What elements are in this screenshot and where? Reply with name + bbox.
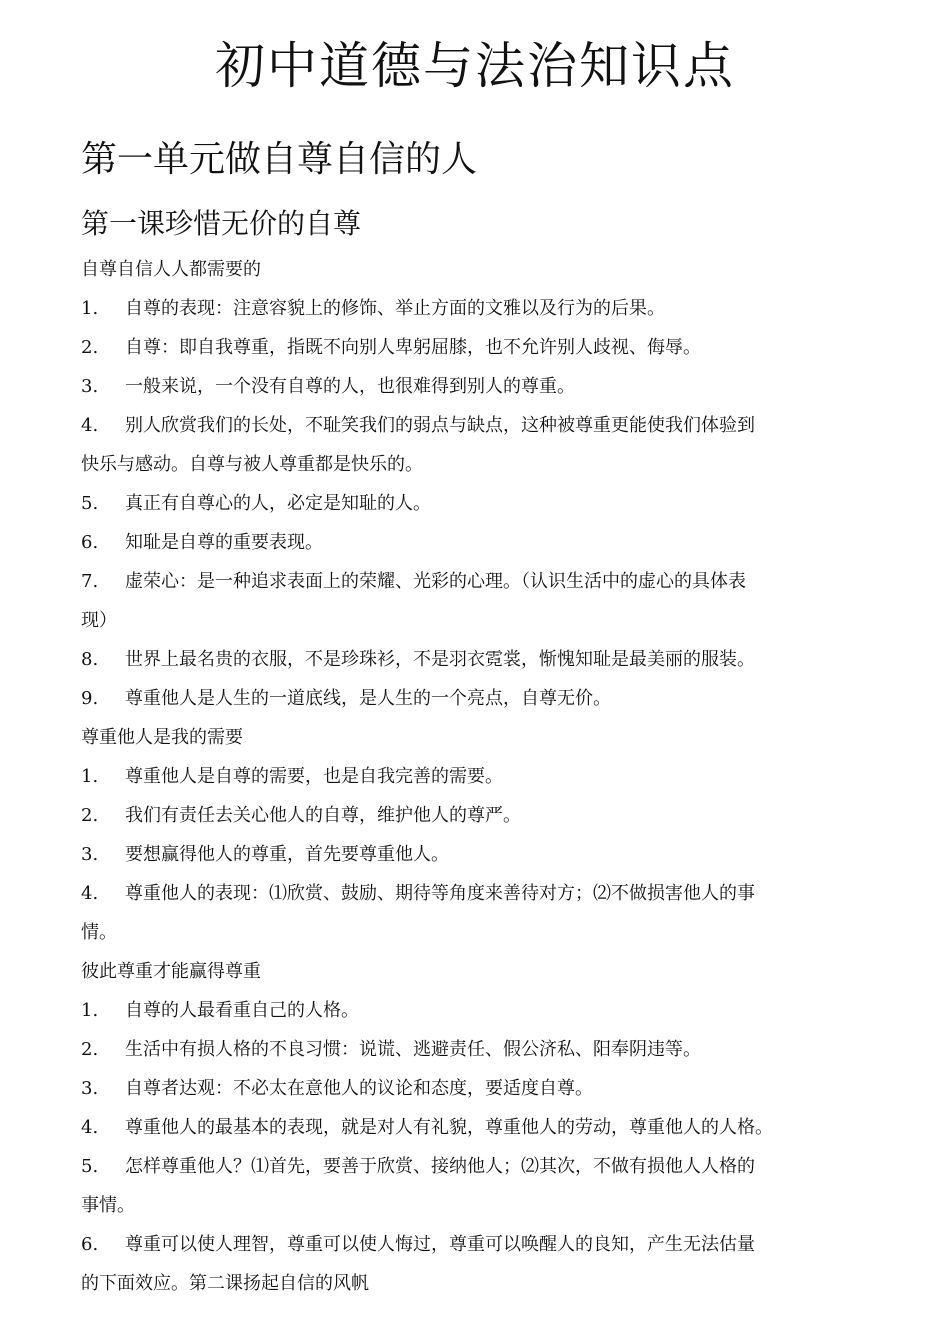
- list-item-number: 4.: [81, 415, 99, 436]
- list-item-number: 1.: [81, 1000, 99, 1021]
- list-item-text: 世界上最名贵的衣服，不是珍珠衫，不是羽衣霓裳，惭愧知耻是最美丽的服装。: [125, 649, 755, 670]
- list-item-line: [81, 328, 871, 367]
- list-item-text: 的下面效应。第二课扬起自信的风帆: [81, 1273, 369, 1294]
- list-item-text: 尊重他人是自尊的需要，也是自我完善的需要。: [125, 766, 503, 787]
- list-item-text: 情。: [81, 922, 117, 943]
- document-title: 初中道德与法治知识点: [215, 37, 735, 95]
- list-item-line: [81, 1147, 871, 1186]
- lesson-heading: 第一课珍惜无价的自尊: [81, 207, 362, 240]
- list-item-line: [81, 1030, 871, 1069]
- list-item-text: 现）: [81, 610, 117, 631]
- list-item-line: [81, 874, 871, 913]
- list-item-number: 2.: [81, 1039, 99, 1060]
- list-item-line: [81, 484, 871, 523]
- list-item-number: 3.: [81, 1078, 99, 1099]
- list-item-number: 1.: [81, 298, 99, 319]
- list-item-text: 虚荣心：是一种追求表面上的荣耀、光彩的心理。（认识生活中的虚心的具体表: [125, 571, 746, 592]
- list-item-text: 快乐与感动。自尊与被人尊重都是快乐的。: [81, 454, 423, 475]
- list-item-number: 8.: [81, 649, 99, 670]
- list-item-line: [81, 991, 871, 1030]
- list-item-line: [81, 913, 871, 952]
- list-item-text: 事情。: [81, 1195, 135, 1216]
- list-item-text: 自尊：即自我尊重，指既不向别人卑躬屈膝，也不允许别人歧视、侮辱。: [125, 337, 701, 358]
- list-item-line: [81, 523, 871, 562]
- list-item-line: [81, 1069, 871, 1108]
- content-body: [81, 250, 871, 1303]
- list-item-line: [81, 1225, 871, 1264]
- list-item-number: 3.: [81, 376, 99, 397]
- list-item-text: 生活中有损人格的不良习惯：说谎、逃避责任、假公济私、阳奉阴违等。: [125, 1039, 701, 1060]
- list-item-text: 知耻是自尊的重要表现。: [125, 532, 323, 553]
- list-item-text: 尊重他人的最基本的表现，就是对人有礼貌，尊重他人的劳动，尊重他人的人格。: [125, 1117, 773, 1138]
- list-item-line: [81, 406, 871, 445]
- list-item-number: 1.: [81, 766, 99, 787]
- list-item-text: 怎样尊重他人？⑴首先，要善于欣赏、接纳他人；⑵其次，不做有损他人人格的: [125, 1156, 755, 1177]
- section-heading: 尊重他人是我的需要: [81, 727, 243, 748]
- list-item-line: [81, 796, 871, 835]
- list-item-text: 自尊者达观：不必太在意他人的议论和态度，要适度自尊。: [125, 1078, 593, 1099]
- list-item-number: 2.: [81, 805, 99, 826]
- list-item-line: [81, 835, 871, 874]
- list-item-text: 自尊的表现：注意容貌上的修饰、举止方面的文雅以及行为的后果。: [125, 298, 665, 319]
- list-item-line: [81, 289, 871, 328]
- list-item-line: [81, 445, 871, 484]
- list-item-text: 真正有自尊心的人，必定是知耻的人。: [125, 493, 431, 514]
- list-item-line: [81, 679, 871, 718]
- list-item-line: [81, 1264, 871, 1303]
- list-item-number: 4.: [81, 1117, 99, 1138]
- list-item-text: 要想赢得他人的尊重，首先要尊重他人。: [125, 844, 449, 865]
- list-item-number: 2.: [81, 337, 99, 358]
- list-item-line: [81, 367, 871, 406]
- section-heading: 彼此尊重才能赢得尊重: [81, 961, 261, 982]
- list-item-text: 自尊的人最看重自己的人格。: [125, 1000, 359, 1021]
- list-item-number: 6.: [81, 532, 99, 553]
- unit-heading: 第一单元做自尊自信的人: [81, 139, 478, 180]
- list-item-number: 6.: [81, 1234, 99, 1255]
- list-item-number: 5.: [81, 493, 99, 514]
- section-heading: 自尊自信人人都需要的: [81, 259, 261, 280]
- list-item-number: 4.: [81, 883, 99, 904]
- list-item-line: [81, 757, 871, 796]
- list-item-line: [81, 601, 871, 640]
- list-item-text: 尊重可以使人理智，尊重可以使人悔过，尊重可以唤醒人的良知，产生无法估量: [125, 1234, 755, 1255]
- list-item-line: [81, 1108, 871, 1147]
- list-item-number: 9.: [81, 688, 99, 709]
- list-item-line: [81, 1186, 871, 1225]
- list-item-number: 3.: [81, 844, 99, 865]
- list-item-text: 一般来说，一个没有自尊的人，也很难得到别人的尊重。: [125, 376, 575, 397]
- list-item-number: 5.: [81, 1156, 99, 1177]
- list-item-text: 我们有责任去关心他人的自尊，维护他人的尊严。: [125, 805, 521, 826]
- list-item-line: [81, 562, 871, 601]
- list-item-text: 尊重他人的表现：⑴欣赏、鼓励、期待等角度来善待对方；⑵不做损害他人的事: [125, 883, 755, 904]
- list-item-number: 7.: [81, 571, 99, 592]
- list-item-text: 尊重他人是人生的一道底线，是人生的一个亮点，自尊无价。: [125, 688, 611, 709]
- list-item-line: [81, 640, 871, 679]
- list-item-text: 别人欣赏我们的长处，不耻笑我们的弱点与缺点，这种被尊重更能使我们体验到: [125, 415, 755, 436]
